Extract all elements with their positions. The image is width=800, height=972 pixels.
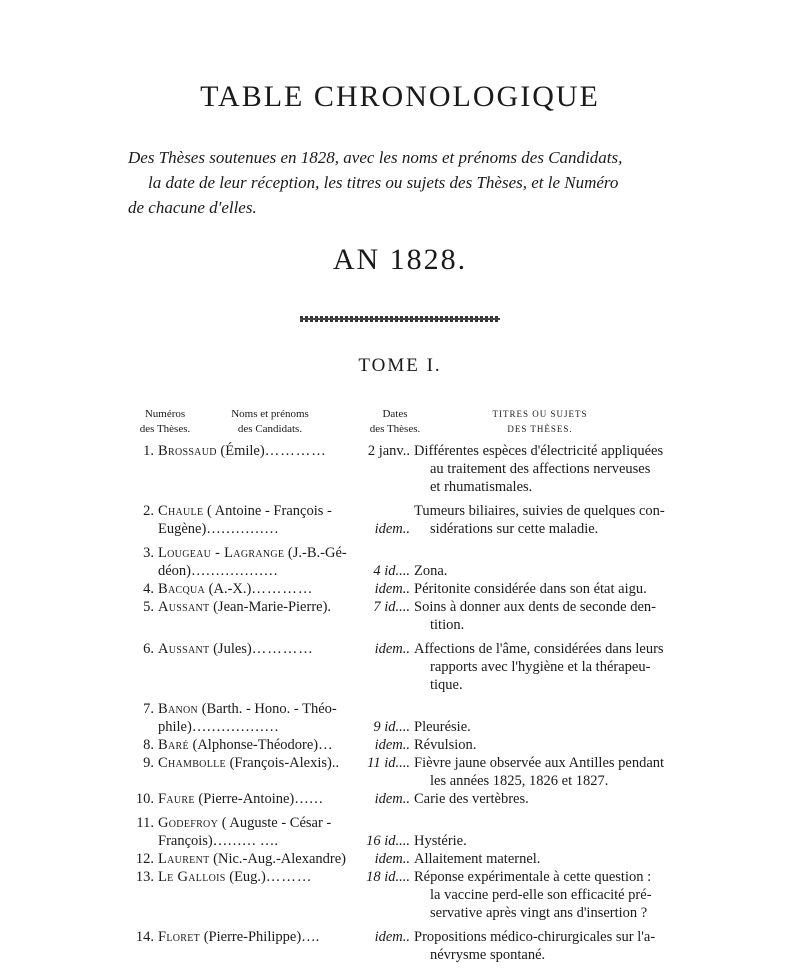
entry-number: 14. [135,929,154,945]
thesis-subject [414,754,686,790]
candidate-forenames: (A.-X.) [205,581,252,597]
entry-number: 1. [143,443,154,459]
leader-dots: ………… [251,641,314,657]
thesis-entry [126,640,686,694]
candidate-surname: Laurent [158,851,210,867]
thesis-date: idem.. [374,641,410,657]
thesis-subject-line: rapports avec l'hygiène et la thérapeu- [430,659,651,675]
header-dates-line1: Dates [382,408,408,420]
thesis-subject-line: Différentes espèces d'électricité appliquées [414,443,664,459]
thesis-subject-line: Propositions médico-chirurgicales sur l'a- [414,929,656,945]
candidate-forenames: (Eug.) [225,869,266,885]
header-numeros-line1: Numéros [144,408,186,420]
candidate-surname: Aussant [158,641,210,657]
thesis-entry [126,502,686,538]
candidate-surname: Faure [158,791,195,807]
candidate-forenames: (J.-B.-Gé- [284,545,347,561]
candidate-surname: Floret [158,929,201,945]
page-title: TABLE CHRONOLOGIQUE [200,80,600,113]
thesis-subject-line: Zona. [414,563,448,579]
thesis-subject-line: Soins à donner aux dents de seconde den- [414,599,657,615]
thesis-subject-line: tition. [430,617,465,633]
candidate-cell [126,850,350,868]
ornamental-rule [300,316,500,322]
entry-number: 6. [143,641,154,657]
entry-number: 11. [136,815,154,831]
thesis-date: idem.. [374,929,410,945]
thesis-entry [126,598,686,634]
thesis-subject-line: Pleurésie. [414,719,471,735]
candidate-cell [126,928,350,964]
leader-dots: ……… [265,869,313,885]
thesis-date: idem.. [374,737,410,753]
candidate-name-continued: déon)……………… [158,563,279,579]
candidate-surname: Banon [158,701,199,717]
thesis-entry [126,790,686,808]
thesis-entry [126,850,686,868]
thesis-entry [126,442,686,496]
thesis-subject [414,850,686,868]
candidate-forenames: (Jean-Marie-Pierre). [209,599,332,615]
thesis-subject [414,814,686,850]
candidate-surname: Chambolle [158,755,226,771]
candidate-cell [126,736,350,754]
candidate-surname: Brossaud [158,443,217,459]
thesis-date: idem.. [374,851,410,867]
thesis-entry [126,814,686,850]
header-dates-line2: des Thèses. [369,423,421,435]
thesis-subject-line: les années 1825, 1826 et 1827. [430,773,609,789]
thesis-subject-line: névrysme spontané. [430,947,546,963]
candidate-surname: Le Gallois [158,869,226,885]
thesis-entry [126,580,686,598]
thesis-subject [414,442,686,496]
entry-number: 2. [143,503,154,519]
candidate-cell [126,700,350,736]
entry-number: 4. [143,581,154,597]
candidate-forenames: ( Antoine - François - [203,503,332,519]
candidate-forenames: (François-Alexis).. [225,755,340,771]
thesis-subject-line: Tumeurs biliaires, suivies de quelques con- [414,503,665,519]
thesis-subject [414,580,686,598]
entry-number: 7. [143,701,154,717]
candidate-forenames: (Pierre-Antoine)…… [194,791,324,807]
header-numeros [120,407,210,437]
thesis-date: 16 id.... [366,833,410,849]
thesis-list [126,442,686,964]
page-subtitle [128,145,688,220]
header-numeros-line2: des Thèses. [139,423,191,435]
candidate-cell [126,790,350,808]
entry-number: 9. [143,755,154,771]
subtitle-line-2: la date de leur réception, les titres ou sujets des Thèses, et le Numéro [148,173,619,192]
thesis-subject-line: et rhumatismales. [430,479,533,495]
thesis-date: 2 janv.. [367,443,410,459]
thesis-subject-line: Fièvre jaune observée aux Antilles pendant [414,755,665,771]
candidate-name-continued: François)……… …. [158,833,279,849]
header-noms [210,407,330,437]
candidate-surname: Lougeau - Lagrange [158,545,285,561]
entry-number: 5. [143,599,154,615]
subtitle-line-3: de chacune d'elles. [128,198,257,217]
thesis-subject-line: la vaccine perd-elle son efficacité pré- [430,887,652,903]
candidate-name-continued: phile)……………… [158,719,279,735]
candidate-cell [126,598,350,634]
thesis-subject [414,790,686,808]
thesis-entry [126,736,686,754]
candidate-cell [126,754,350,790]
thesis-entry [126,544,686,580]
candidate-cell [126,580,350,598]
candidate-surname: Bacqua [158,581,206,597]
header-noms-line2: des Candidats. [237,423,303,435]
leader-dots: ………… [251,581,314,597]
thesis-subject-line: Hystérie. [414,833,467,849]
candidate-forenames: (Alphonse-Théodore)… [188,737,333,753]
tome-heading: TOME I. [358,355,442,376]
thesis-entry [126,754,686,790]
thesis-subject [414,598,686,634]
thesis-subject [414,736,686,754]
thesis-subject-line: Révulsion. [414,737,477,753]
candidate-forenames: (Nic.-Aug.-Alexandre) [209,851,346,867]
thesis-date: 7 id.... [373,599,410,615]
thesis-entry [126,868,686,922]
thesis-subject-line: Péritonite considérée dans son état aigu. [414,581,647,597]
candidate-forenames: (Pierre-Philippe)…. [200,929,320,945]
candidate-surname: Aussant [158,599,210,615]
header-dates [350,407,440,437]
entry-number: 10. [135,791,154,807]
thesis-subject-line: Réponse expérimentale à cette question : [414,869,652,885]
subtitle-line-1: Des Thèses soutenues en 1828, avec les noms et prénoms des Candidats, [128,148,623,167]
candidate-cell [126,502,350,538]
thesis-subject [414,700,686,736]
header-titres-line1: TITRES OU SUJETS [492,409,588,419]
thesis-subject [414,544,686,580]
thesis-subject-line: au traitement des affections nerveuses [430,461,651,477]
thesis-date: idem.. [374,791,410,807]
thesis-date: idem.. [374,521,410,537]
candidate-forenames: ( Auguste - César - [218,815,332,831]
header-titres [480,407,600,437]
thesis-date: 11 id.... [367,755,410,771]
candidate-forenames: (Émile) [216,443,265,459]
candidate-cell [126,868,350,922]
thesis-subject-line: tique. [430,677,463,693]
thesis-subject [414,640,686,694]
candidate-surname: Baré [158,737,189,753]
candidate-cell [126,640,350,694]
year-heading: AN 1828. [332,243,468,276]
entry-number: 3. [143,545,154,561]
candidate-surname: Chaule [158,503,204,519]
candidate-name-continued: Eugène)…………… [158,521,279,537]
candidate-cell [126,814,350,850]
thesis-entry [126,928,686,964]
candidate-cell [126,442,350,496]
header-titres-line2: DES THÈSES. [507,424,573,434]
entry-number: 8. [143,737,154,753]
header-noms-line1: Noms et prénoms [231,408,309,420]
thesis-date: 4 id.... [373,563,410,579]
candidate-cell [126,544,350,580]
thesis-subject [414,928,686,964]
entry-number: 12. [135,851,154,867]
thesis-date: 9 id.... [373,719,410,735]
thesis-subject-line: Carie des vertèbres. [414,791,529,807]
thesis-subject-line: Affections de l'âme, considérées dans leurs [414,641,664,657]
thesis-subject-line: Allaitement maternel. [414,851,541,867]
thesis-date: idem.. [374,581,410,597]
thesis-subject [414,868,686,922]
thesis-date: 18 id.... [366,869,410,885]
thesis-subject-line: sidérations sur cette maladie. [430,521,599,537]
thesis-entry [126,700,686,736]
thesis-subject [414,502,686,538]
entry-number: 13. [135,869,154,885]
candidate-forenames: (Barth. - Hono. - Théo- [198,701,337,717]
candidate-forenames: (Jules) [209,641,252,657]
candidate-surname: Godefroy [158,815,219,831]
leader-dots: ………… [264,443,327,459]
thesis-subject-line: servative après vingt ans d'insertion ? [430,905,648,921]
